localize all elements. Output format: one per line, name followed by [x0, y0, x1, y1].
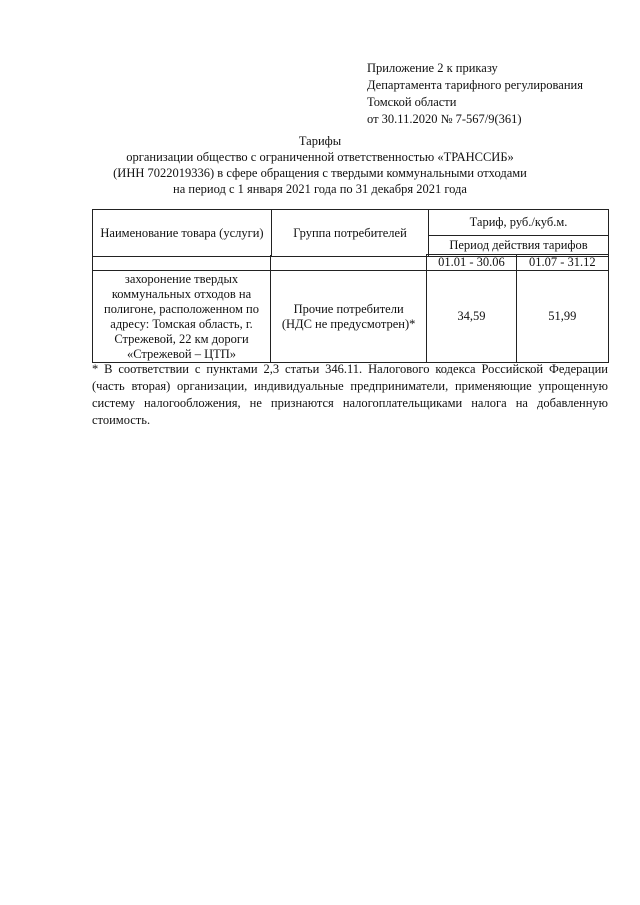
product-line: захоронение твердых	[124, 271, 239, 286]
product-line: коммунальных отходов на	[111, 286, 252, 301]
product-line: Стрежевой, 22 км дороги	[114, 331, 249, 346]
appendix-line: от 30.11.2020 № 7-567/9(361)	[367, 112, 522, 126]
product-line: «Стрежевой – ЦТП»	[126, 346, 237, 361]
header-period-1: 01.01 - 30.06	[427, 255, 516, 271]
cell-tariff-period-1: 34,59	[427, 271, 516, 363]
cell-tariff-period-2: 51,99	[516, 271, 608, 363]
header-period: Период действия тарифов	[429, 235, 609, 257]
header-period-2: 01.07 - 31.12	[516, 255, 608, 271]
heading-line: организации общество с ограниченной ответственностью «ТРАНССИБ»	[126, 150, 514, 164]
tariff-table-body	[92, 254, 609, 363]
appendix-line: Томской области	[367, 95, 457, 109]
appendix-line: Приложение 2 к приказу	[367, 61, 498, 75]
appendix-line: Департамента тарифного регулирования	[367, 78, 583, 92]
footnote: * В соответствии с пунктами 2,3 статьи 346.11. Налогового кодекса Российской Федерации (часть вторая) организации, индивидуальные предприниматели, применяющие упрощенную систему налогообложения, не признаются налогоплательщиками налога на добавленную стоимость.	[92, 362, 608, 427]
header-product: Наименование товара (услуги)	[93, 210, 272, 257]
table-header-row	[93, 255, 609, 271]
header-tariff: Тариф, руб./куб.м.	[429, 210, 609, 236]
product-line: адресу: Томская область, г.	[110, 316, 253, 331]
cell-product	[93, 271, 271, 363]
header-consumer-group: Группа потребителей	[272, 210, 429, 257]
document-title: Тарифы	[298, 134, 342, 148]
table-row	[93, 271, 609, 363]
cell-consumer-group	[271, 271, 427, 363]
appendix-reference	[367, 60, 617, 128]
product-line: полигоне, расположенном по	[104, 301, 259, 316]
document-heading	[90, 133, 550, 197]
group-line: Прочие потребители	[293, 301, 404, 316]
heading-line: (ИНН 7022019336) в сфере обращения с твердыми коммунальными отходами	[113, 166, 527, 180]
heading-line: на период с 1 января 2021 года по 31 декабря 2021 года	[173, 182, 467, 196]
group-line: (НДС не предусмотрен)*	[281, 316, 416, 331]
table-header-row	[93, 210, 609, 236]
